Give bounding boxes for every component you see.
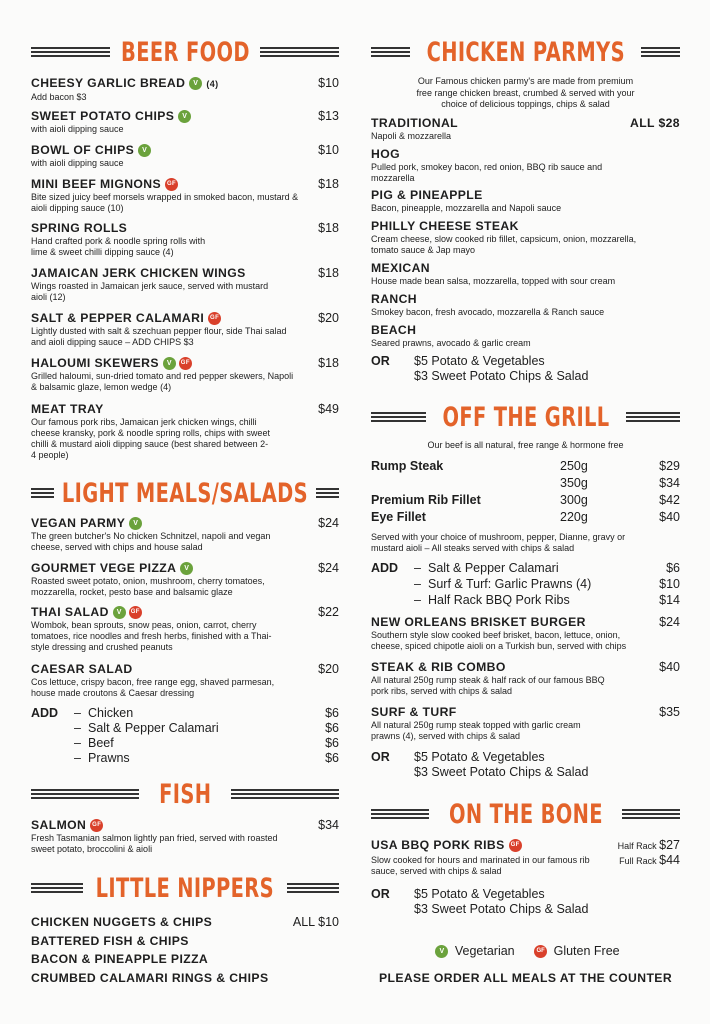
option-name: Surf & Turf: Garlic Prawns (4) <box>428 577 592 591</box>
header-rule <box>31 488 54 499</box>
chicken-parmys-header <box>371 36 680 68</box>
section-title: OFF THE GRILL <box>441 401 610 433</box>
dash: – <box>414 593 421 607</box>
item-price: $18 <box>318 266 339 280</box>
steak-name: Rump Steak <box>371 459 444 473</box>
item-name: CHEESY GARLIC BREAD <box>31 76 186 90</box>
item-desc: Wombok, bean sprouts, snow peas, onion, carrot, cherry tomatoes, rice noodles and fresh herbs, finished with a Thai-style dressing and crushed peanuts <box>31 620 272 653</box>
dash: – <box>414 577 421 591</box>
section-intro: Our beef is all natural, free range & hormone free <box>427 440 624 450</box>
item-desc: Bacon, pineapple, mozzarella and Napoli sauce <box>371 203 562 213</box>
item-desc: Cos lettuce, crispy bacon, free range egg, shaved parmesan, house made croutons & Caesar dressing <box>31 677 275 698</box>
option-price: $10 <box>659 577 680 591</box>
steak-price: $40 <box>659 510 680 524</box>
steak-price: $29 <box>659 459 680 473</box>
header-rule <box>641 47 680 58</box>
on-the-bone-header <box>371 798 680 830</box>
kids-item: BACON & PINEAPPLE PIZZA <box>31 952 209 966</box>
menu-item <box>31 402 339 461</box>
steak-weight: 300g <box>560 493 588 507</box>
footer-note: PLEASE ORDER ALL MEALS AT THE COUNTER <box>378 971 673 985</box>
steak-name: Premium Rib Fillet <box>371 493 481 507</box>
kids-item: BATTERED FISH & CHIPS <box>31 934 189 948</box>
dash: – <box>74 706 81 720</box>
fish-header <box>31 778 339 810</box>
half-rack-price <box>618 838 680 852</box>
menu-item <box>371 615 680 652</box>
section-title: LIGHT MEALS/SALADS <box>61 477 309 509</box>
kids-item: CRUMBED CALAMARI RINGS & CHIPS <box>31 971 269 985</box>
parmy-price: ALL $28 <box>630 116 680 130</box>
menu-item <box>31 356 339 393</box>
header-rule <box>371 809 429 820</box>
legend-label: Vegetarian <box>454 944 515 958</box>
item-desc: House made bean salsa, mozzarella, topped with sour cream <box>371 276 616 286</box>
item-name: BOWL OF CHIPS <box>31 143 135 157</box>
vegetarian-icon: V <box>189 77 202 90</box>
price-label: Half Rack <box>617 841 657 851</box>
option-price: $6 <box>325 706 339 720</box>
right-column <box>371 0 680 1024</box>
item-name: BEACH <box>371 323 417 337</box>
item-price: $13 <box>318 109 339 123</box>
option-price: $6 <box>325 736 339 750</box>
gluten-free-icon: GF <box>509 839 522 852</box>
option-name: $3 Sweet Potato Chips & Salad <box>414 765 589 779</box>
vegetarian-icon: V <box>113 606 126 619</box>
item-name: HALOUMI SKEWERS <box>31 356 159 370</box>
price-value: $27 <box>659 838 680 852</box>
menu-item <box>31 266 339 303</box>
menu-item <box>31 605 339 653</box>
gluten-free-icon: GF <box>90 819 103 832</box>
section-title: BEER FOOD <box>120 36 250 68</box>
or-label: OR <box>371 887 390 901</box>
vegetarian-icon: V <box>138 144 151 157</box>
parmy-item <box>371 116 680 142</box>
item-name: PHILLY CHEESE STEAK <box>371 219 519 233</box>
menu-item <box>31 516 339 553</box>
item-price: $24 <box>318 516 339 530</box>
item-desc: Cream cheese, slow cooked rib fillet, capsicum, onion, mozzarella, tomato sauce & Jap mayo <box>371 234 637 255</box>
header-rule <box>371 47 410 58</box>
or-label: OR <box>371 750 390 764</box>
header-rule <box>31 883 83 894</box>
item-name: PIG & PINEAPPLE <box>371 188 483 202</box>
item-price: $10 <box>318 76 339 90</box>
item-name: GOURMET VEGE PIZZA <box>31 561 177 575</box>
dash: – <box>74 751 81 765</box>
option-name: Salt & Pepper Calamari <box>88 721 219 735</box>
item-name: NEW ORLEANS BRISKET BURGER <box>371 615 586 629</box>
option-name: Beef <box>88 736 114 750</box>
steak-price: $34 <box>659 476 680 490</box>
item-desc: with aioli dipping sauce <box>31 158 124 169</box>
item-name: USA BBQ PORK RIBS <box>371 838 505 852</box>
section-title: ON THE BONE <box>448 798 603 830</box>
legend <box>371 944 680 958</box>
item-name: STEAK & RIB COMBO <box>371 660 506 674</box>
dash: – <box>74 736 81 750</box>
item-qty: (4) <box>206 78 219 89</box>
item-name: THAI SALAD <box>31 605 109 619</box>
left-column <box>31 0 339 1024</box>
option-name: $5 Potato & Vegetables <box>414 354 545 368</box>
item-price: $20 <box>318 311 339 325</box>
section-title: FISH <box>158 778 212 810</box>
parmy-item <box>371 147 680 184</box>
gluten-free-icon: GF <box>165 178 178 191</box>
item-desc: Our famous pork ribs, Jamaican jerk chicken wings, chilli cheese kransky, pork & noodle spring rolls, chips with sweet chilli & mustard aioli dipping sauce (best shared between 2-4 people) <box>31 417 270 460</box>
parmy-item <box>371 261 680 287</box>
kids-price: ALL $10 <box>292 915 339 929</box>
item-name: SPRING ROLLS <box>31 221 128 235</box>
legend-label: Gluten Free <box>553 944 620 958</box>
option-name: Chicken <box>88 706 134 720</box>
dash: – <box>74 721 81 735</box>
item-price: $49 <box>318 402 339 416</box>
menu-item <box>371 705 680 742</box>
steak-weight: 350g <box>560 476 588 490</box>
header-rule <box>260 47 339 58</box>
item-desc: Smokey bacon, fresh avocado, mozzarella & Ranch sauce <box>371 307 605 317</box>
light-meals-header <box>31 477 339 509</box>
item-price: $24 <box>659 615 680 629</box>
vegetarian-icon: V <box>180 562 193 575</box>
option-name: Salt & Pepper Calamari <box>428 561 559 575</box>
steak-price: $42 <box>659 493 680 507</box>
menu-item <box>31 143 339 169</box>
vegetarian-icon: V <box>163 357 176 370</box>
item-name: TRADITIONAL <box>371 116 458 130</box>
add-label: ADD <box>31 706 59 720</box>
item-name: SALMON <box>31 818 87 832</box>
item-desc: Seared prawns, avocado & garlic cream <box>371 338 531 348</box>
menu-item <box>31 818 339 855</box>
steak-weight: 250g <box>560 459 588 473</box>
menu-item <box>31 561 339 598</box>
item-desc: Bite sized juicy beef morsels wrapped in smoked bacon, mustard & aioli dipping sauce (10) <box>31 192 299 214</box>
header-rule <box>31 47 110 58</box>
price-label: Full Rack <box>619 856 657 866</box>
item-name: VEGAN PARMY <box>31 516 126 530</box>
item-name: HOG <box>371 147 400 161</box>
parmy-item <box>371 323 680 349</box>
item-price: $40 <box>659 660 680 674</box>
item-desc: Slow cooked for hours and marinated in our famous rib sauce, served with chips & salad <box>371 855 590 877</box>
header-rule <box>31 789 139 800</box>
item-price: $35 <box>659 705 680 719</box>
menu-item <box>371 660 680 697</box>
vegetarian-icon: V <box>435 945 448 958</box>
item-desc: Hand crafted pork & noodle spring rolls with lime & sweet chilli dipping sauce (4) <box>31 236 206 257</box>
menu-item <box>31 76 339 103</box>
item-name: SWEET POTATO CHIPS <box>31 109 175 123</box>
header-rule <box>371 412 426 423</box>
gluten-free-icon: GF <box>129 606 142 619</box>
option-name: Half Rack BBQ Pork Ribs <box>428 593 570 607</box>
item-desc: Pulled pork, smokey bacon, red onion, BBQ rib sauce and mozzarella <box>371 162 603 183</box>
item-desc: All natural 250g rump steak topped with garlic cream prawns (4), served with chips & salad <box>371 720 581 741</box>
option-name: $3 Sweet Potato Chips & Salad <box>414 902 589 916</box>
item-desc: Lightly dusted with salt & szechuan pepper flour, side Thai salad and aioli dipping sauce – ADD CHIPS $3 <box>31 326 287 348</box>
item-desc: Wings roasted in Jamaican jerk sauce, served with mustard aioli (12) <box>31 281 269 302</box>
menu-item <box>31 221 339 258</box>
menu-item <box>31 662 339 699</box>
item-price: $34 <box>318 818 339 832</box>
off-the-grill-header <box>371 401 680 433</box>
option-name: Prawns <box>88 751 130 765</box>
item-desc: Add bacon $3 <box>31 91 87 102</box>
full-rack-price <box>619 853 680 867</box>
gluten-free-icon: GF <box>179 357 192 370</box>
add-label: ADD <box>371 561 399 575</box>
little-nippers-header <box>31 872 339 904</box>
vegetarian-icon: V <box>129 517 142 530</box>
option-price: $6 <box>325 721 339 735</box>
menu-item <box>31 109 339 135</box>
item-desc: The green butcher's No chicken Schnitzel, napoli and vegan cheese, served with chips and house salad <box>31 531 271 553</box>
option-price: $6 <box>325 751 339 765</box>
menu-item <box>31 177 339 214</box>
header-rule <box>626 412 681 423</box>
header-rule <box>622 809 680 820</box>
item-price: $10 <box>318 143 339 157</box>
parmy-item <box>371 292 680 318</box>
section-title: CHICKEN PARMYS <box>426 36 625 68</box>
item-name: MEXICAN <box>371 261 431 275</box>
item-name: CAESAR SALAD <box>31 662 133 676</box>
parmy-item <box>371 219 680 256</box>
item-desc: Grilled haloumi, sun-dried tomato and red pepper skewers, Napoli & balsamic glaze, lemon wedge (4) <box>31 371 294 393</box>
section-intro: Our Famous chicken parmy's are made from premium free range chicken breast, crumbed & served with your choice of delicious toppings, chips & salad <box>416 76 635 109</box>
gluten-free-icon: GF <box>208 312 221 325</box>
item-price: $18 <box>318 177 339 191</box>
item-name: JAMAICAN JERK CHICKEN WINGS <box>31 266 246 280</box>
item-price: $18 <box>318 221 339 235</box>
item-desc: with aioli dipping sauce <box>31 124 124 135</box>
option-price: $6 <box>666 561 680 575</box>
dash: – <box>414 561 421 575</box>
item-name: MEAT TRAY <box>31 402 104 416</box>
item-price: $20 <box>318 662 339 676</box>
item-price: $24 <box>318 561 339 575</box>
menu-item <box>31 311 339 348</box>
header-rule <box>316 488 339 499</box>
option-price: $14 <box>659 593 680 607</box>
header-rule <box>287 883 339 894</box>
item-desc: Southern style slow cooked beef brisket, bacon, lettuce, onion, cheese, spiced chipotle aioli on a Turkish bun, served with chips <box>371 630 627 651</box>
price-value: $44 <box>659 853 680 867</box>
beer-food-header <box>31 36 339 68</box>
item-name: RANCH <box>371 292 418 306</box>
header-rule <box>231 789 339 800</box>
item-price: $18 <box>318 356 339 370</box>
item-name: SURF & TURF <box>371 705 457 719</box>
option-name: $5 Potato & Vegetables <box>414 750 545 764</box>
parmy-item <box>371 188 680 214</box>
item-name: SALT & PEPPER CALAMARI <box>31 311 205 325</box>
section-title: LITTLE NIPPERS <box>95 872 275 904</box>
item-desc: Roasted sweet potato, onion, mushroom, cherry tomatoes, mozzarella, rocket, pesto base and balsamic glaze <box>31 576 265 598</box>
option-name: $3 Sweet Potato Chips & Salad <box>414 369 589 383</box>
item-name: MINI BEEF MIGNONS <box>31 177 162 191</box>
item-desc: Napoli & mozzarella <box>371 131 452 141</box>
item-desc: Fresh Tasmanian salmon lightly pan fried, served with roasted sweet potato, broccolini & aioli <box>31 833 278 855</box>
item-desc: All natural 250g rump steak & half rack of our famous BBQ pork ribs, served with chips & salad <box>371 675 605 696</box>
steak-weight: 220g <box>560 510 588 524</box>
steak-name: Eye Fillet <box>371 510 426 524</box>
option-name: $5 Potato & Vegetables <box>414 887 545 901</box>
kids-item: CHICKEN NUGGETS & CHIPS <box>31 915 213 929</box>
item-price: $22 <box>318 605 339 619</box>
steak-note: Served with your choice of mushroom, pepper, Dianne, gravy or mustard aioli – All steaks served with chips & salad <box>371 532 626 553</box>
or-label: OR <box>371 354 390 368</box>
gluten-free-icon: GF <box>534 945 547 958</box>
vegetarian-icon: V <box>178 110 191 123</box>
